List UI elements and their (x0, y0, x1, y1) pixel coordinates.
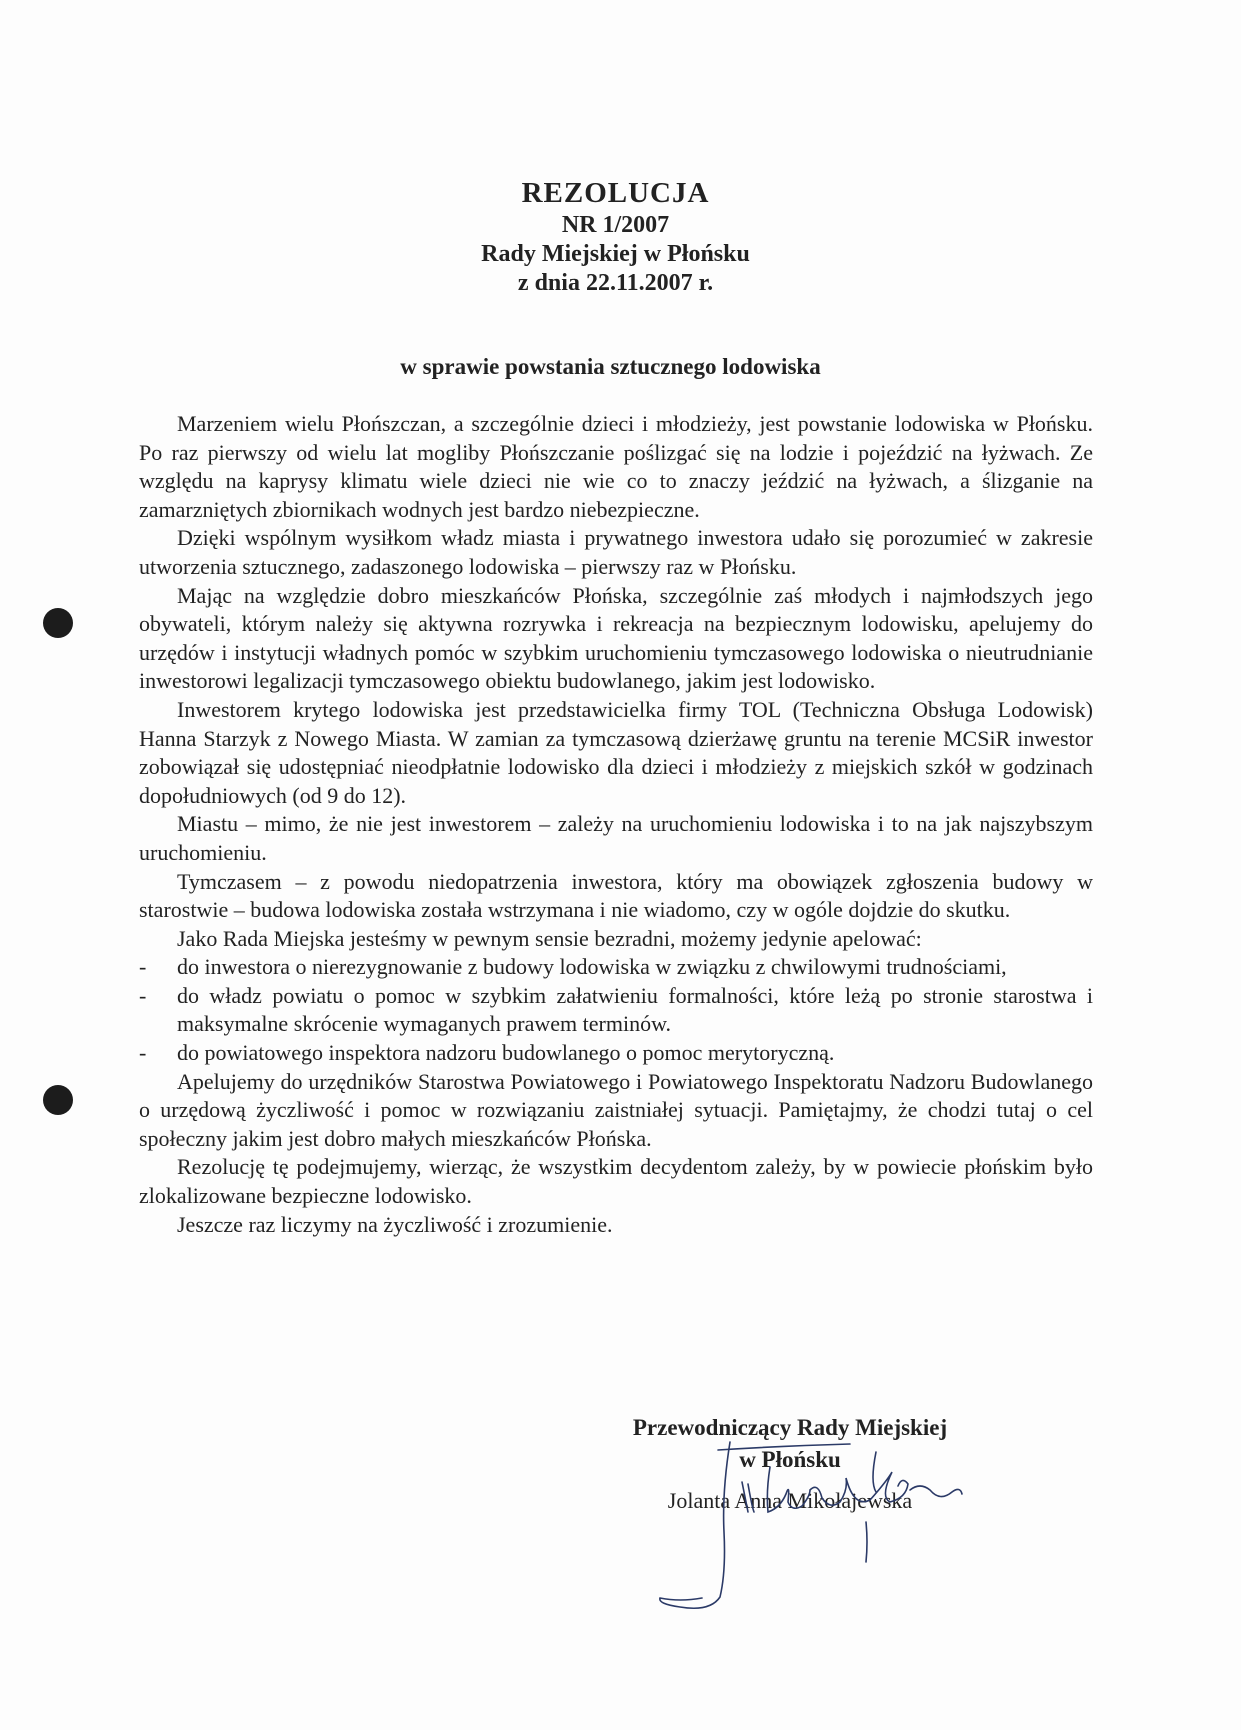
signatory-title: Przewodniczący Rady Miejskiej (632, 1415, 948, 1440)
punch-hole (43, 1085, 73, 1115)
handwritten-signature (640, 1412, 1000, 1612)
list-item: - do władz powiatu o pomoc w szybkim załatwieniu formalności, które leżą po stronie starostwa i maksymalne skrócenie wymaganych prawem terminów. (139, 982, 1093, 1037)
list-item: - do inwestora o nierezygnowanie z budowy lodowiska w związku z chwilowymi trudnościami, (139, 953, 1093, 982)
appeal-list (139, 953, 1093, 1067)
signatory-name: Jolanta Anna Mikołajewska (667, 1488, 913, 1513)
issuer: Rady Miejskiej w Płońsku (481, 241, 750, 267)
resolution-number: NR 1/2007 (561, 212, 670, 238)
paragraph: Jeszcze raz liczymy na życzliwość i zrozumienie. (177, 1211, 613, 1237)
list-dash: - (139, 954, 147, 980)
paragraph: Marzeniem wielu Płońszczan, a szczególnie dzieci i młodzieży, jest powstanie lodowiska w Płońsku. Po raz pierwszy od wielu lat mogliby Płońszczanie poślizgać się na lodzie i pojeździć na łyżwach. Ze względu na kaprysy klimatu wiele dzieci nie wie co to znaczy jeździć na łyżwach, a ślizganie na zamarzniętych zbiornikach wodnych jest bardzo niebezpieczne. (139, 411, 1093, 522)
document-header (0, 175, 1241, 298)
paragraph: Dzięki wspólnym wysiłkom władz miasta i prywatnego inwestora udało się porozumieć w zakresie utworzenia sztucznego, zadaszonego lodowiska – pierwszy raz w Płońsku. (139, 525, 1093, 579)
paragraph: Rezolucję tę podejmujemy, wierząc, że wszystkim decydentom zależy, by w powiecie płońskim było zlokalizowane bezpieczne lodowisko. (139, 1154, 1093, 1209)
list-item: - do powiatowego inspektora nadzoru budowlanego o pomoc merytoryczną. (139, 1039, 1093, 1068)
paragraph: Tymczasem – z powodu niedopatrzenia inwestora, który ma obowiązek zgłoszenia budowy w starostwie – budowa lodowiska została wstrzymana i nie wiadomo, czy w ogóle dojdzie do skutku. (139, 868, 1093, 923)
resolution-subject: w sprawie powstania sztucznego lodowiska (400, 354, 821, 379)
paragraph: Mając na względzie dobro mieszkańców Płońska, szczególnie zaś młodych i najmłodszych jego obywateli, którym należy się aktywna rozrywka i rekreacja na bezpiecznym lodowisku, apelujemy do urzędów i instytucji władnych pomóc w szybkim uruchomieniu tymczasowego lodowiska o nieutrudnianie inwestorowi legalizacji tymczasowego obiektu budowlanego, jakim jest lodowisko. (139, 582, 1093, 694)
resolution-date: z dnia 22.11.2007 r. (517, 270, 714, 296)
signatory-location: w Płońsku (739, 1447, 841, 1472)
paragraph: Jako Rada Miejska jesteśmy w pewnym sensie bezradni, możemy jedynie apelować: (177, 925, 922, 951)
list-dash: - (139, 982, 147, 1008)
document-body (139, 410, 1093, 1239)
paragraph: Inwestorem krytego lodowiska jest przedstawicielka firmy TOL (Techniczna Obsługa Lodowisk) Hanna Starzyk z Nowego Miasta. W zamian za tymczasową dzierżawę gruntu na terenie MCSiR inwestor zobowiązał się udostępniać nieodpłatnie lodowisko dla dzieci i młodzieży z miejskich szkół w godzinach dopołudniowych (od 9 do 12). (139, 696, 1093, 808)
paragraph: Miastu – mimo, że nie jest inwestorem – zależy na uruchomieniu lodowiska i to na jak najszybszym uruchomieniu. (139, 811, 1093, 865)
list-dash: - (139, 1040, 147, 1066)
document-title: REZOLUCJA (521, 177, 710, 209)
paragraph: Apelujemy do urzędników Starostwa Powiatowego i Powiatowego Inspektoratu Nadzoru Budowlanego o urzędową życzliwość i pomoc w rozwiązaniu zaistniałej sytuacji. Pamiętajmy, że chodzi tutaj o cel społeczny jakim jest dobro małych mieszkańców Płońska. (139, 1068, 1093, 1151)
punch-hole (43, 608, 73, 638)
